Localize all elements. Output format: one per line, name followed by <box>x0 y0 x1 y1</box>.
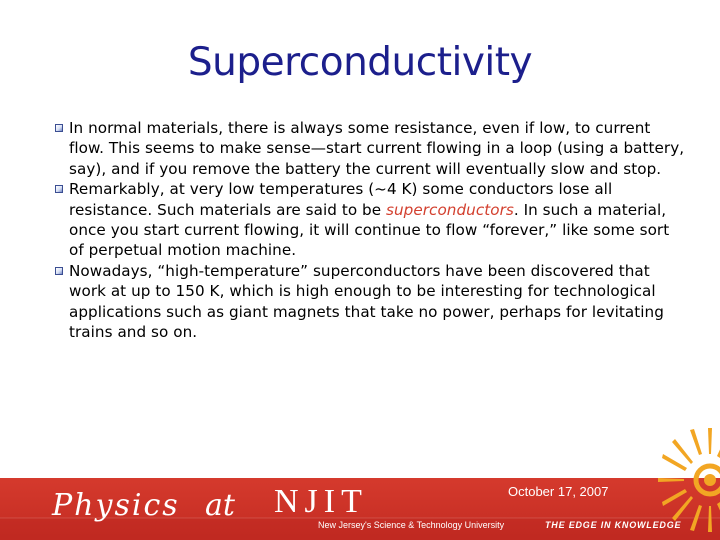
slide-title: Superconductivity <box>187 40 533 85</box>
emphasis-superconductors: superconductors <box>386 200 514 219</box>
bullet-item <box>52 261 688 343</box>
bullet-text: In normal materials, there is always some resistance, even if low, to current flow. This seems to make sense—start current flowing in a loop (using a battery, say), and if you remove the battery the current will eventually slow and stop. <box>69 119 685 178</box>
sun-icon <box>650 420 720 540</box>
footer-date: October 17, 2007 <box>508 484 609 499</box>
university-tagline: New Jersey's Science & Technology University <box>318 520 505 530</box>
bullet-list <box>52 118 688 342</box>
bullet-text-after: . In such a material, once you start current flowing, it will continue to flow “forever,” like some sort of perpetual motion machine. <box>69 200 670 260</box>
bullet-item <box>52 179 688 261</box>
footer-band <box>0 478 720 540</box>
footer-at-text: at <box>205 488 235 523</box>
edge-tagline: THE EDGE IN KNOWLEDGE <box>545 520 682 530</box>
njit-logo <box>272 482 382 516</box>
square-bullet-icon <box>55 267 63 275</box>
square-bullet-icon <box>55 124 63 132</box>
bullet-text-before: Remarkably, at very low temperatures (~4 K) some conductors lose all resistance. Such materials are said to be <box>69 180 613 219</box>
square-bullet-icon <box>55 185 63 193</box>
bullet-text: Nowadays, “high-temperature” superconductors have been discovered that work at up to 150 K, which is high enough to be interesting for technological applications such as giant magnets that take no power, perhaps for levitating trains and so on. <box>69 261 664 342</box>
njit-logo-text: NJIT <box>274 483 368 516</box>
footer-physics-text: Physics <box>52 488 180 523</box>
bullet-item <box>52 118 688 179</box>
